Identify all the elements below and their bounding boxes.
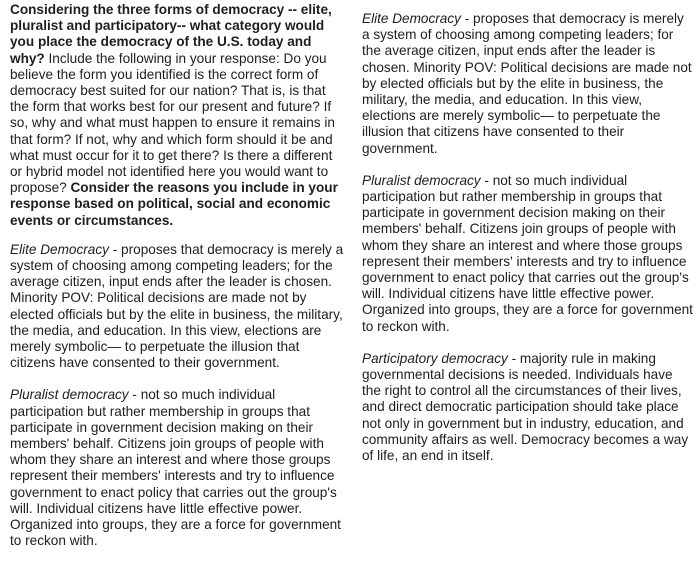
elite-text: - proposes that democracy is merely a system of choosing among competing leaders; for the average citizen, input ends after the leader is chosen. Minority POV: Political decisions are made not by elected officials but by the elite in business, the military, the media, and education. In this view, elections are merely symbolic— to perpetuate the illusion that citizens have consented to their government. <box>10 241 344 371</box>
pluralist-text: - not so much individual participation but rather membership in groups that participate in government decision making on their members' behalf. Citizens join groups of people with whom they share an interest and where those groups represent their members' interests and try to influence government to enact policy that carries out the group's will. Individual citizens have little effective power. Organized into groups, they are a force for government to reckon with. <box>362 172 693 334</box>
prompt-instructions: Include the following in your response: Do you believe the form you identified is the correct form of democracy best suited for our nation? That is, is that the form that works best for our present and future? If so, why and what must happen to ensure it remains in that form? If not, why and which form should it be and what must occur for it to get there? Is there a different or hybrid model not identified here you would want to propose? <box>10 50 335 196</box>
prompt-question: Considering the three forms of democracy -- elite, pluralist and participatory-- what category would you place the democracy of the U.S. today and why? <box>10 2 332 66</box>
prompt-consider: Consider the reasons you include in your response based on political, social and economic events or circumstances. <box>10 180 338 228</box>
pluralist-term: Pluralist democracy <box>362 172 481 188</box>
pluralist-text: - not so much individual participation but rather membership in groups that participate in government decision making on their members' behalf. Citizens join groups of people with whom they share an interest and where those groups represent their members' interests and try to influence government to enact policy that carries out the group's will. Individual citizens have little effective power. Organized into groups, they are a force for government to reckon with. <box>10 387 341 549</box>
elite-term: Elite Democracy <box>362 11 461 26</box>
right-column <box>362 11 694 480</box>
assignment-prompt <box>10 2 344 229</box>
elite-definition-right <box>362 11 694 157</box>
participatory-term: Participatory democracy <box>362 350 508 366</box>
pluralist-definition-left <box>10 387 344 549</box>
left-column <box>10 2 344 566</box>
participatory-text: - majority rule in making governmental decisions is needed. Individuals have the right to control all the circumstances of their lives, and direct democratic participation should take place not only in government but in industry, education, and community affairs as well. Democracy becomes a way of life, an end in itself. <box>362 350 689 464</box>
elite-definition-left <box>10 242 344 372</box>
pluralist-definition-right <box>362 173 694 335</box>
elite-text: - proposes that democracy is merely a system of choosing among competing leaders; for the average citizen, input ends after the leader is chosen. Minority POV: Political decisions are made not by elected officials but by the elite in business, the military, the media, and education. In this view, elections are merely symbolic— to perpetuate the illusion that citizens have consented to their government. <box>362 11 692 156</box>
participatory-definition <box>362 351 694 464</box>
elite-term: Elite Democracy <box>10 241 109 257</box>
pluralist-term: Pluralist democracy <box>10 387 129 403</box>
